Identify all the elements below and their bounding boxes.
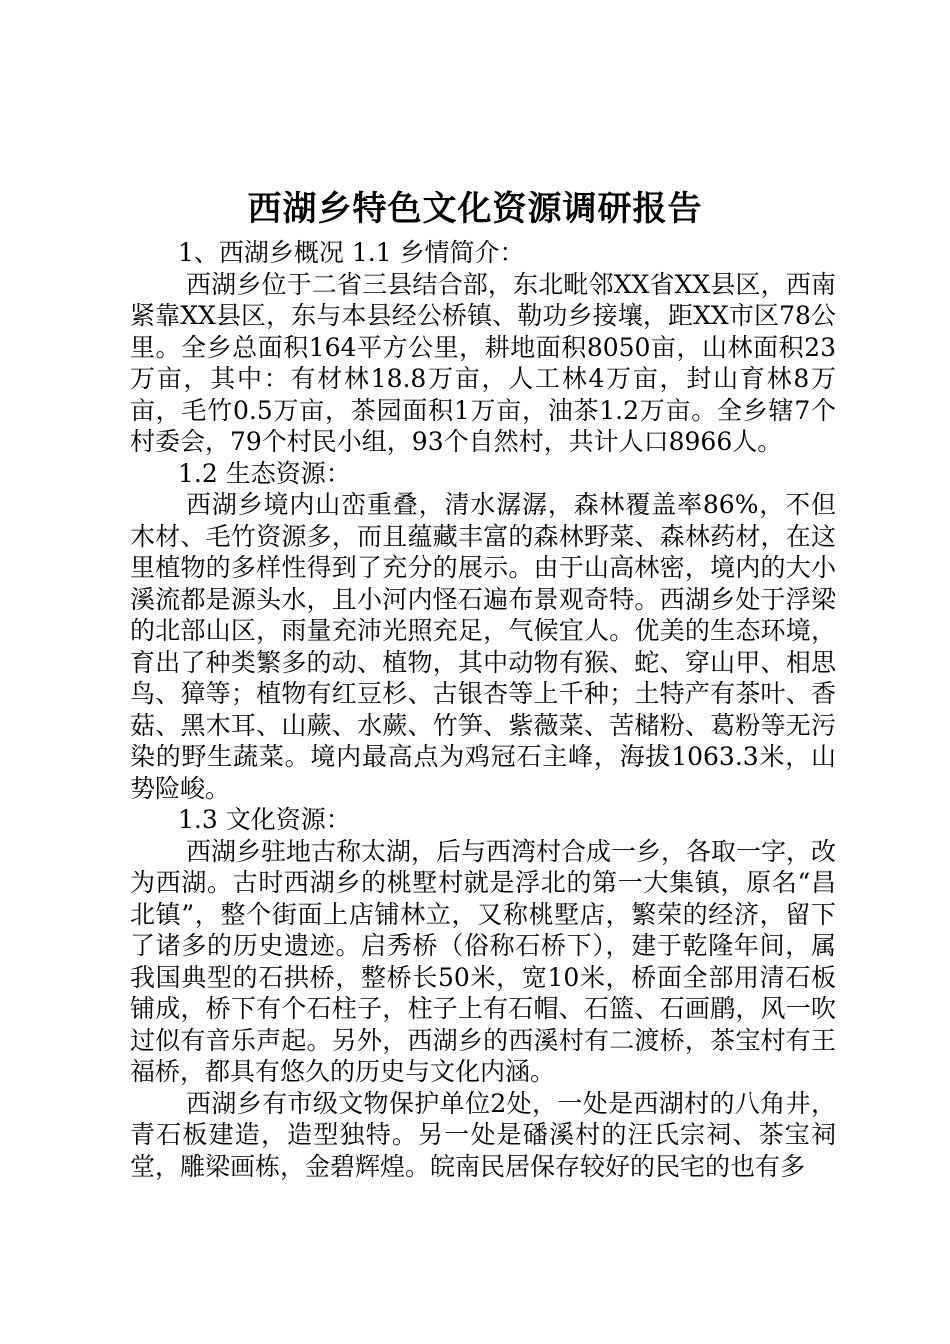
- paragraph-township-profile: 西湖乡位于二省三县结合部，东北毗邻XX省XX县区，西南紧靠XX县区，东与本县经公桥镇、勒功乡接壤，距XX市区78公里。全乡总面积164平方公里，耕地面积8050亩，山林面积23万亩，其中：有材林18.8万亩，人工林4万亩，封山育林8万亩，毛竹0.5万亩，茶园面积1万亩，油茶1.2万亩。全乡辖7个村委会，79个村民小组，93个自然村，共计人口8966人。: [130, 269, 836, 456]
- document-title: 西湖乡特色文化资源调研报告: [247, 189, 703, 229]
- paragraph-protected-relics: 西湖乡有市级文物保护单位2处，一处是西湖村的八角井，青石板建造，造型独特。另一处是磻溪村的汪氏宗祠、茶宝祠堂，雕梁画栋，金碧辉煌。皖南民居保存较好的民宅的也有多: [130, 1088, 836, 1181]
- paragraph-cultural-history: 西湖乡驻地古称太湖，后与西湾村合成一乡，各取一字，改为西湖。古时西湖乡的桃墅村就是浮北的第一大集镇，原名“昌北镇”，整个街面上店铺林立，又称桃墅店，繁荣的经济，留下了诸多的历史遗迹。启秀桥（俗称石桥下），建于乾隆年间，属我国典型的石拱桥，整桥长50米，宽10米，桥面全部用清石板铺成，桥下有个石柱子，柱子上有石帽、石篮、石画鹛，风一吹过似有音乐声起。另外，西湖乡的西溪村有二渡桥，茶宝村有王福桥，都具有悠久的历史与文化内涵。: [130, 836, 837, 1086]
- document-body: [130, 237, 836, 1182]
- section-heading-culture: 1.3 文化资源：: [178, 805, 351, 834]
- paragraph-ecological-resources: 西湖乡境内山峦重叠，清水潺潺，森林覆盖率86%，不但木材、毛竹资源多，而且蕴藏丰富的森林野菜、森林药材，在这里植物的多样性得到了充分的展示。由于山高林密，境内的大小溪流都是源头水，且小河内怪石遍布景观奇特。西湖乡处于浮梁的北部山区，雨量充沛光照充足，气候宜人。优美的生态环境，育出了种类繁多的动、植物，其中动物有猴、蛇、穿山甲、相思鸟、獐等；植物有红豆杉、古银杏等上千种；土特产有茶叶、香菇、黑木耳、山蕨、水蕨、竹笋、紫薇菜、苦槠粉、葛粉等无污染的野生蔬菜。境内最高点为鸡冠石主峰，海拔1063.3米，山势险峻。: [130, 490, 836, 803]
- section-heading-overview: 1、西湖乡概况 1.1 乡情简介：: [178, 238, 525, 267]
- section-heading-ecology: 1.2 生态资源：: [178, 458, 351, 488]
